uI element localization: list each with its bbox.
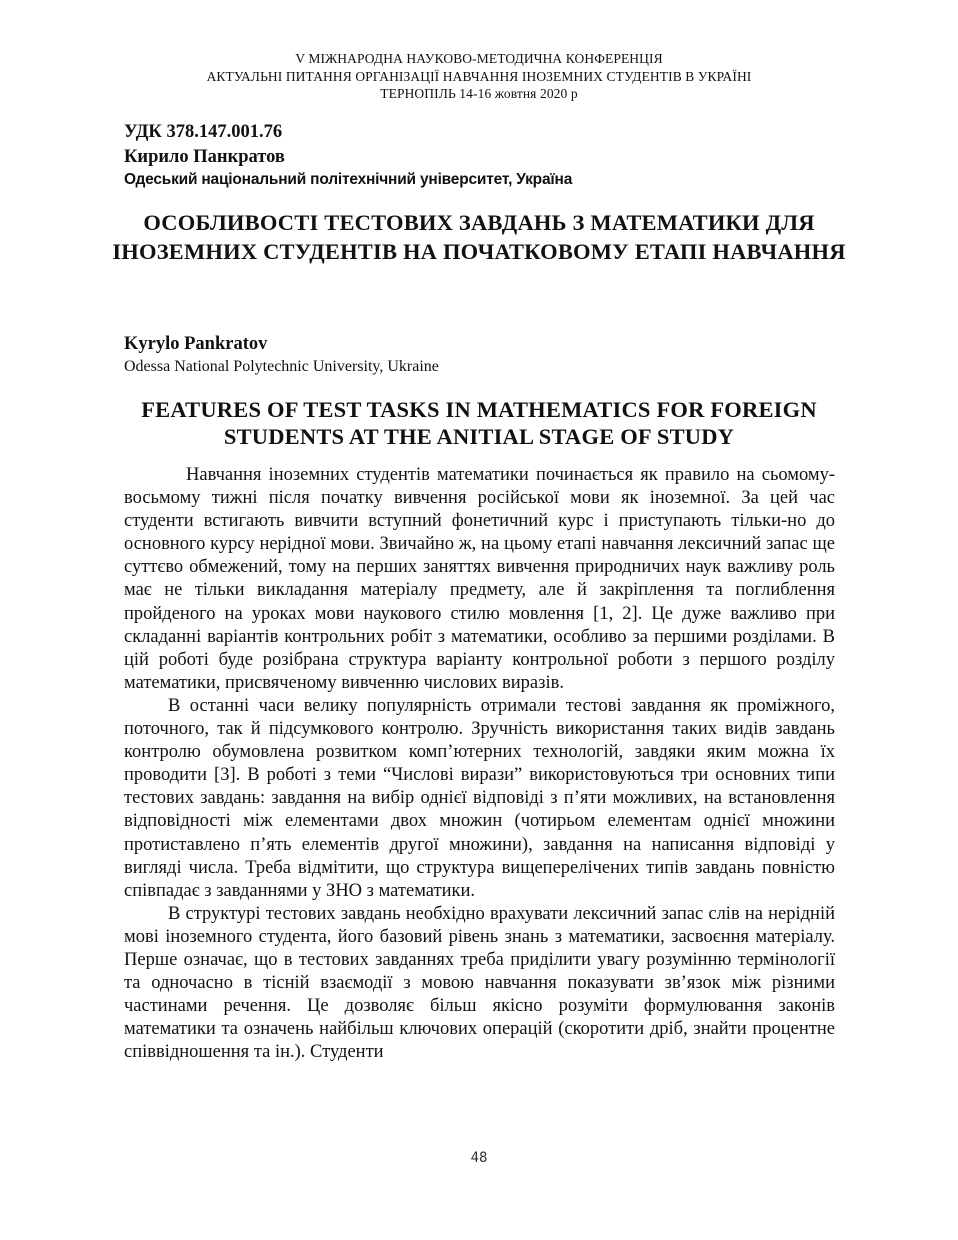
author-name-uk: Кирило Панкратов <box>124 147 285 167</box>
udk-code: УДК 378.147.001.76 <box>124 122 283 142</box>
article-title-en: FEATURES OF TEST TASKS IN MATHEMATICS FOR FOREIGN STUDENTS AT THE ANITIAL STAGE OF STUDY <box>141 397 817 449</box>
body-paragraph: В структурі тестових завдань необхідно врахувати лексичний запас слів на нерідній мові іноземного студента, його базовий рівень знань з математики, засвоєння матеріалу. Перше означає, що в тестових завданнях треба приділити увагу розумінню термінології та одночасно в тісній взаємодії з мовою навчання показувати зв’язок між різними частинами речення. Це дозволяє більш якісно розуміти формулювання законів математики та означень найбільш ключових операцій (скоротити дріб, знайти процентне співвідношення та ін.). Студенти <box>124 903 835 1063</box>
affiliation-en: Odessa National Polytechnic University, Ukraine <box>124 358 439 375</box>
article-body <box>124 464 835 1064</box>
body-paragraph: В останні часи велику популярність отримали тестові завдання як проміжного, поточного, так й підсумкового контролю. Зручність використання таких видів завдань контролю обумовлена розвитком комп’ютерних технологій, завдяки яким можна їх проводити [3]. В роботі з теми “Числові вирази” використовуються три основних типи тестових завдань: завдання на вибір однієї відповіді з п’яти можливих, на встановлення відповідності між елементами двох множин (чотирьом елементам однієї множини протиставлено п’ять елементів другої множини), завдання на написання відповіді у вигляді числа. Треба відмітити, що структура вищеперелічених типів завдань повністю співпадає з завданнями у ЗНО з математики. <box>124 695 835 901</box>
page-number: 48 <box>470 1150 488 1166</box>
body-paragraph: Навчання іноземних студентів математики починається як правило на сьомому-восьмому тижні після початку вивчення російської мови як іноземної. За цей час студенти встигають вивчити вступний фонетичний курс і приступають тільки-но до основного курсу нерідної мови. Звичайно ж, на цьому етапі навчання лексичний запас ще суттєво обмежений, тому на перших заняттях вивчення природничих наук важливу роль має не тільки викладання матеріалу предмету, але й закріплення та поглиблення пройденого на уроках мови наукового стилю мовлення [1, 2]. Це дуже важливо при складанні варіантів контрольних робіт з математики, особливо за першими розділами. В цій роботі буде розібрана структура варіанту контрольної роботи з першого розділу математики, присвяченому вивченню числових виразів. <box>124 465 835 693</box>
affiliation-uk: Одеський національний політехнічний університет, Україна <box>124 171 573 188</box>
conference-subtitle: АКТУАЛЬНІ ПИТАННЯ ОРГАНІЗАЦІЇ НАВЧАННЯ ІНОЗЕМНИХ СТУДЕНТІВ В УКРАЇНІ <box>206 68 752 84</box>
conference-header <box>0 50 958 103</box>
author-name-en: Kyrylo Pankratov <box>124 334 268 354</box>
conference-location-date: ТЕРНОПІЛЬ 14-16 жовтня 2020 р <box>380 86 578 101</box>
article-title-uk: ОСОБЛИВОСТІ ТЕСТОВИХ ЗАВДАНЬ З МАТЕМАТИКИ ДЛЯ ІНОЗЕМНИХ СТУДЕНТІВ НА ПОЧАТКОВОМУ ЕТАПІ НАВЧАННЯ <box>112 210 846 264</box>
conference-title: V МІЖНАРОДНА НАУКОВО-МЕТОДИЧНА КОНФЕРЕНЦІЯ <box>295 51 663 66</box>
